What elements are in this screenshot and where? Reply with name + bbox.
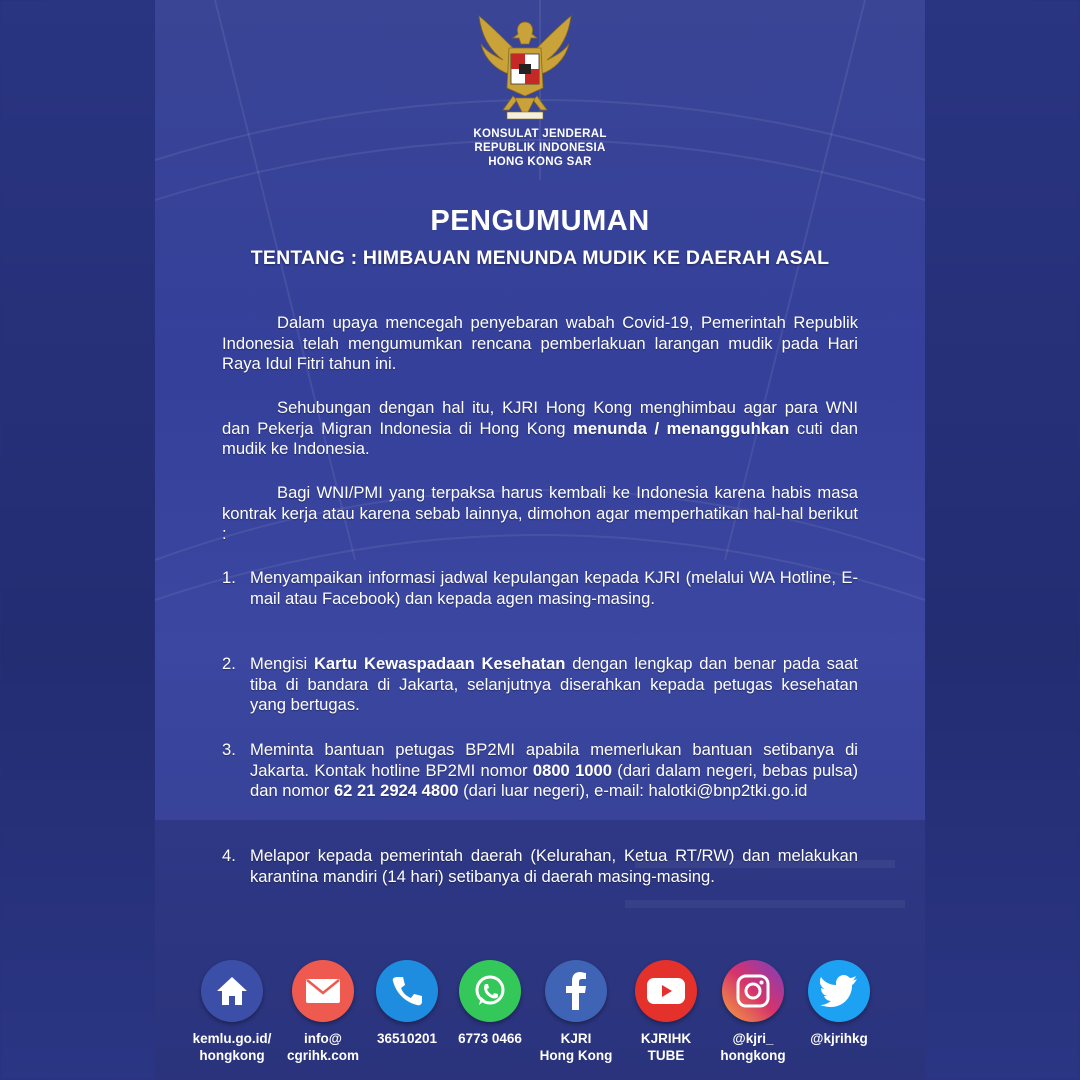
list-item [222, 654, 858, 716]
garuda-emblem-icon [473, 14, 577, 124]
list-number: 3. [222, 740, 236, 759]
list-item-text-b: dengan lengkap dan benar pada saat tiba di bandara di Jakarta, selanjutnya diserahkan kepada petugas kesehatan yang bertugas. [250, 654, 858, 714]
org-line-3: HONG KONG SAR [488, 156, 592, 168]
paragraph-2-part-a: Sehubungan dengan hal itu, KJRI Hong Kong menghimbau agar para WNI dan Pekerja Migran Indonesia di Hong Kong [222, 398, 858, 438]
contact-facebook[interactable] [539, 960, 613, 1063]
home-icon[interactable] [201, 960, 263, 1022]
contact-email[interactable] [286, 960, 360, 1063]
list-item [222, 740, 858, 802]
youtube-icon[interactable] [635, 960, 697, 1022]
whatsapp-icon[interactable] [459, 960, 521, 1022]
paragraph-3-text: Bagi WNI/PMI yang terpaksa harus kembali ke Indonesia karena habis masa kontrak kerja atau karena sebab lainnya, dimohon agar memperhatikan hal-hal berikut : [222, 483, 858, 543]
paragraph-1-text: Dalam upaya mencegah penyebaran wabah Covid-19, Pemerintah Republik Indonesia telah mengumumkan rencana pemberlakuan larangan mudik pada Hari Raya Idul Fitri tahun ini. [222, 313, 858, 373]
list-item-text: Melapor kepada pemerintah daerah (Kelurahan, Ketua RT/RW) dan melakukan karantina mandiri (14 hari) setibanya di daerah masing-masing. [250, 846, 858, 886]
list-item-text-a: Mengisi [250, 654, 314, 673]
contact-label: 36510201 [376, 1031, 438, 1046]
page-subtitle: TENTANG : HIMBAUAN MENUNDA MUDIK KE DAERAH ASAL [250, 247, 830, 269]
paragraph-2-emphasis: menunda / menangguhkan [573, 418, 790, 438]
contact-website[interactable] [192, 960, 272, 1063]
contact-twitter[interactable] [807, 960, 871, 1046]
org-line-2: REPUBLIK INDONESIA [474, 142, 606, 154]
paragraph-2-part-b: cuti dan mudik ke Indonesia. [222, 418, 859, 458]
contact-label: kemlu.go.id/ hongkong [192, 1031, 272, 1063]
page-title: PENGUMUMAN [430, 205, 650, 237]
list-item-text: Menyampaikan informasi jadwal kepulangan kepada KJRI (melalui WA Hotline, E-mail atau Facebook) dan kepada agen masing-masing. [250, 568, 858, 608]
list-number: 2. [222, 654, 236, 673]
phone-icon[interactable] [376, 960, 438, 1022]
contact-phone[interactable] [375, 960, 439, 1046]
contact-bar [155, 960, 925, 1070]
poster-panel [155, 0, 925, 1080]
blurred-background-right [925, 0, 1080, 1080]
contact-label: @kjri_ hongkong [720, 1031, 786, 1063]
list-item-text-b: (dari dalam negeri, bebas pulsa) dan nomor [250, 760, 858, 800]
hotline-international: 62 21 2924 4800 [333, 781, 459, 800]
org-line-1: KONSULAT JENDERAL [473, 128, 607, 140]
contact-label: @kjrihkg [810, 1031, 868, 1046]
twitter-icon[interactable] [808, 960, 870, 1022]
list-number: 4. [222, 846, 236, 865]
hotline-domestic: 0800 1000 [532, 760, 612, 780]
contact-instagram[interactable] [720, 960, 786, 1063]
contact-label: KJRIHK TUBE [640, 1031, 692, 1063]
list-item [222, 568, 858, 609]
paragraph-1 [222, 313, 858, 375]
list-item-emphasis: Kartu Kewaspadaan Kesehatan [313, 654, 566, 673]
contact-label: info@ cgrihk.com [286, 1031, 360, 1063]
blurred-background-left [0, 0, 155, 1080]
list-number: 1. [222, 568, 236, 587]
contact-label: 6773 0466 [458, 1031, 522, 1046]
list-item [222, 846, 858, 887]
contact-whatsapp[interactable] [458, 960, 522, 1046]
contact-youtube[interactable] [634, 960, 698, 1063]
mail-icon[interactable] [292, 960, 354, 1022]
paragraph-2-text [222, 398, 858, 460]
list-item-text-c: (dari luar negeri), e-mail: halotki@bnp2tki.go.id [458, 781, 808, 800]
facebook-icon[interactable] [545, 960, 607, 1022]
contact-label: KJRI Hong Kong [539, 1031, 613, 1063]
list-item-text-a: Meminta bantuan petugas BP2MI apabila memerlukan bantuan setibanya di Jakarta. Kontak hotline BP2MI nomor [250, 740, 858, 780]
paragraph-2 [222, 398, 858, 460]
paragraph-3 [222, 483, 858, 545]
instagram-icon[interactable] [722, 960, 784, 1022]
consulate-name [155, 127, 925, 169]
